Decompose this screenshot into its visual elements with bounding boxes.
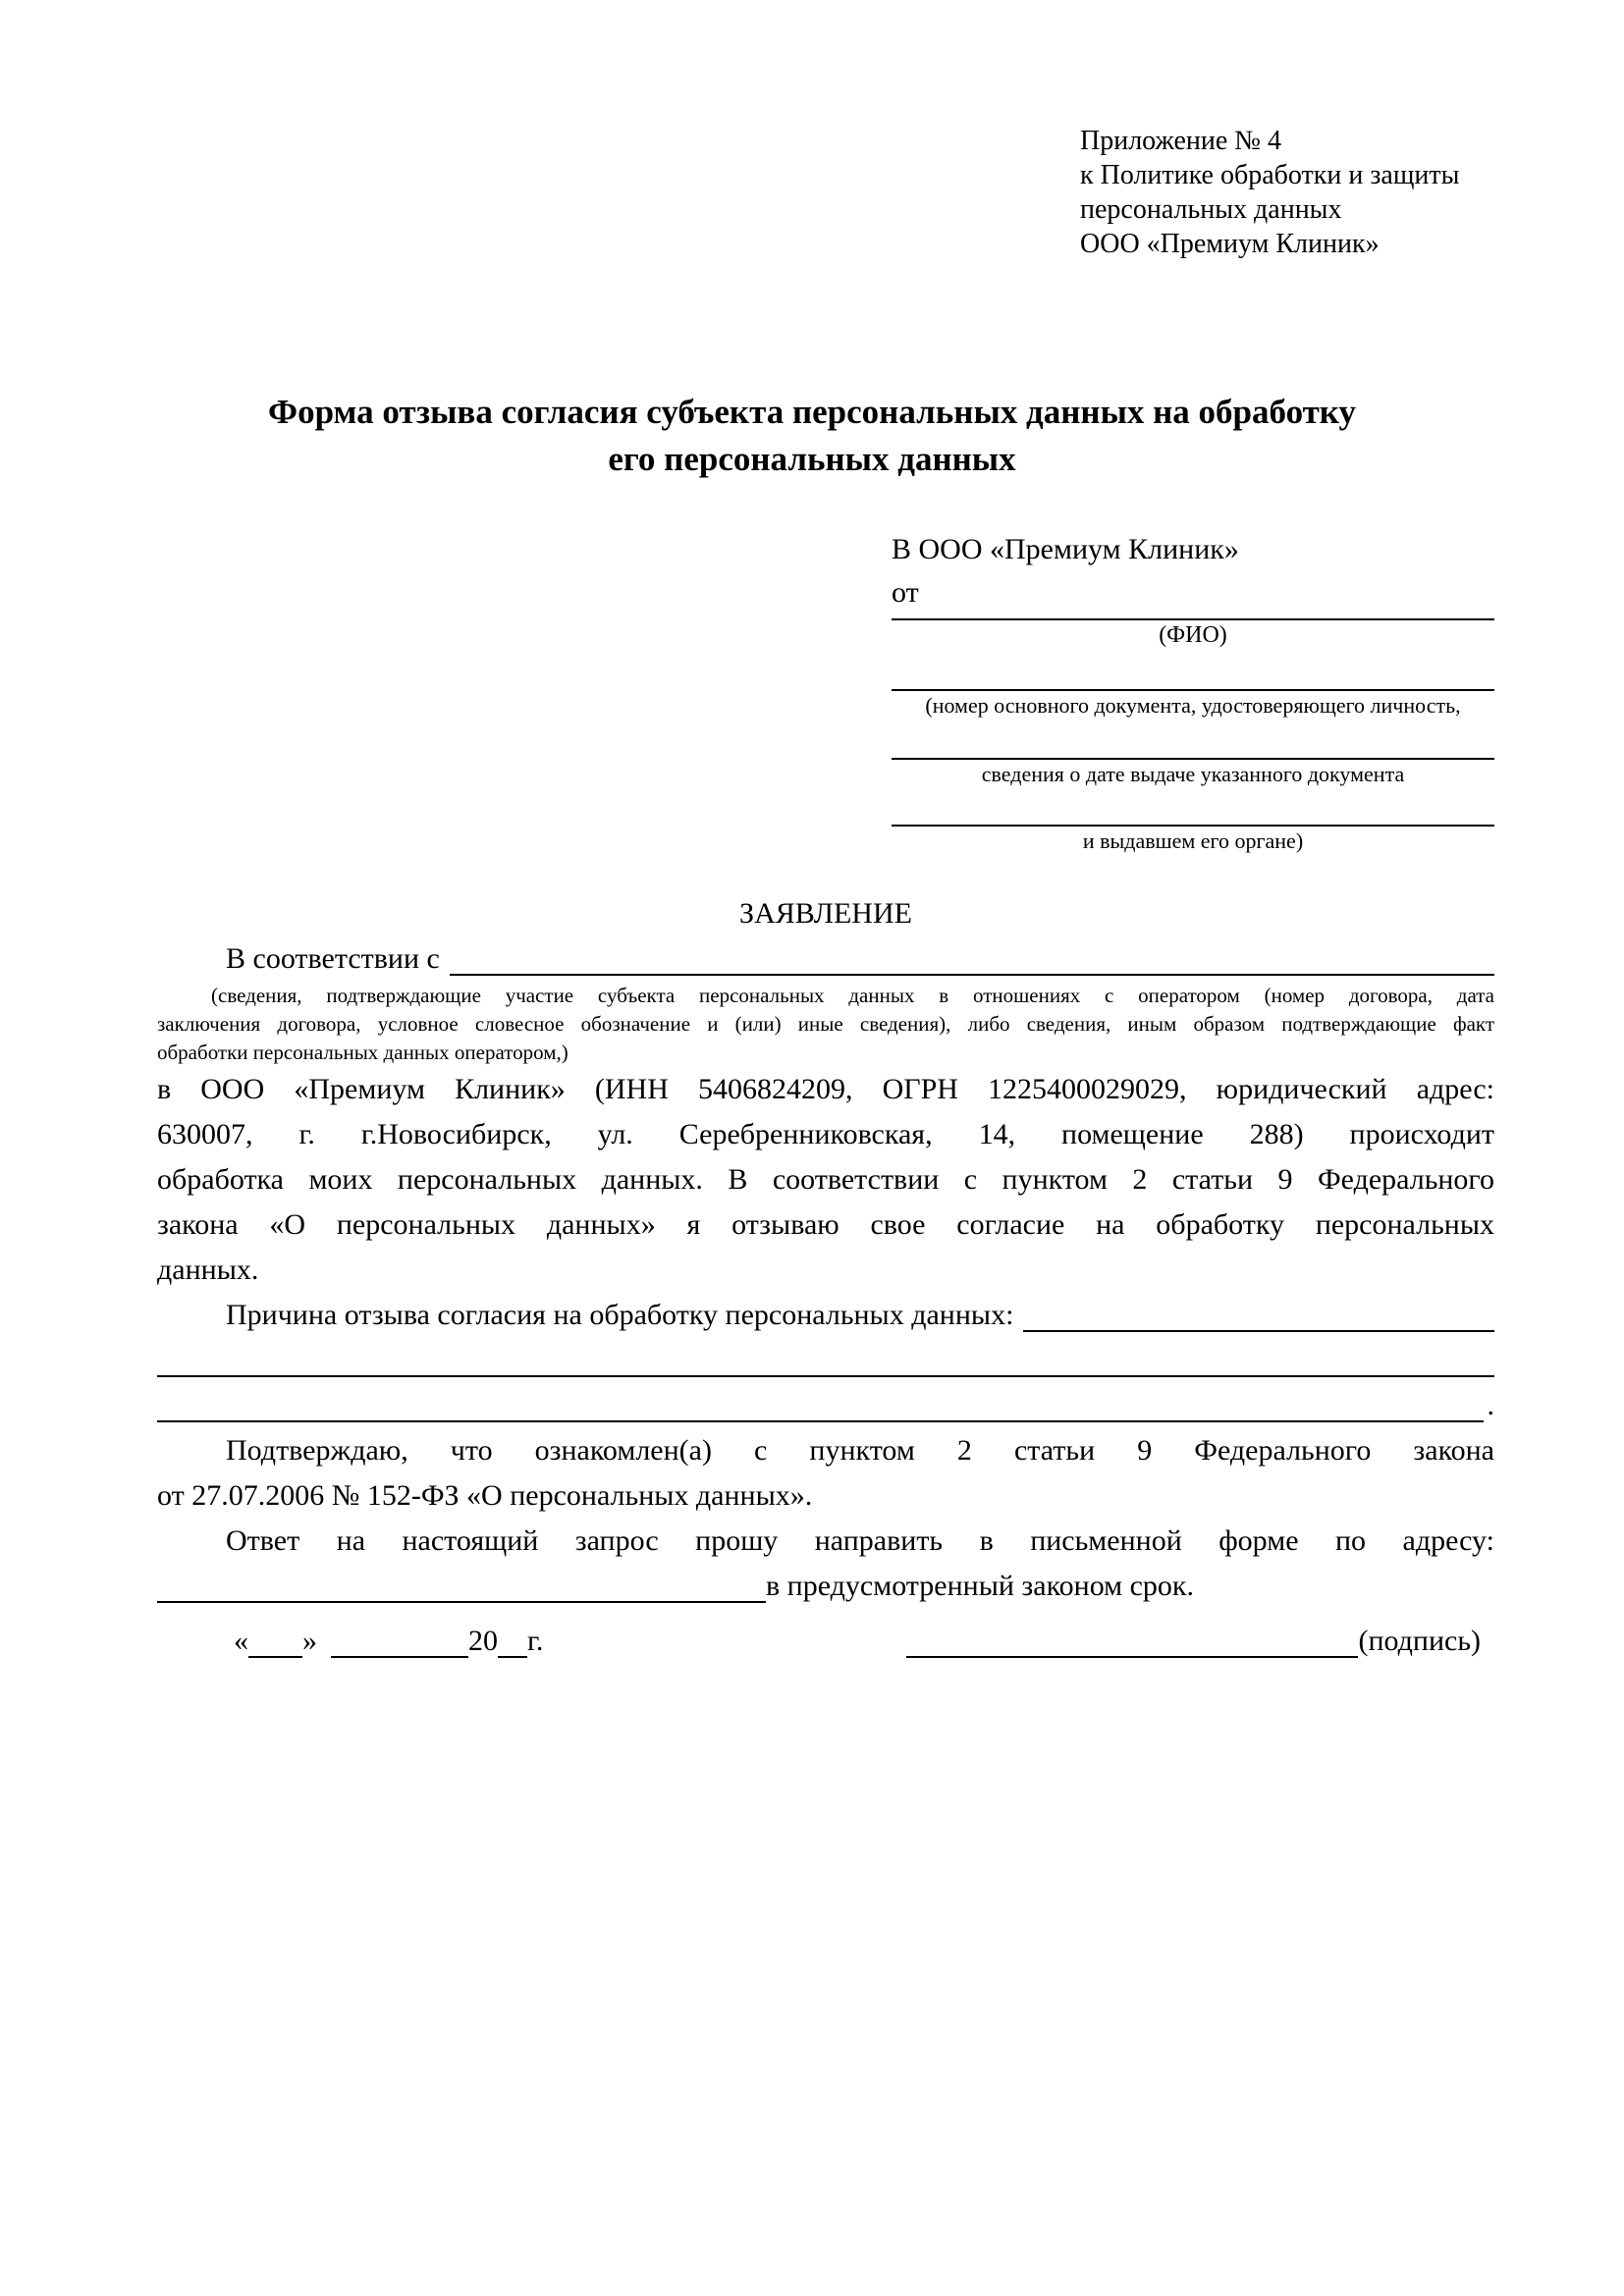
body-paragraph <box>157 1067 1494 1293</box>
body-line: в ООО «Премиум Клиник» (ИНН 5406824209, ОГРН 1225400029029, юридический адрес: <box>157 1073 1494 1105</box>
appendix-line: к Политике обработки и защиты <box>1080 160 1460 190</box>
fio-caption: (ФИО) <box>1159 622 1227 648</box>
statement-heading: ЗАЯВЛЕНИЕ <box>739 897 912 930</box>
blank-line-period: . <box>1487 1389 1494 1421</box>
extra-blank-line-1 <box>157 1338 1494 1383</box>
reply-address-line: Ответ на настоящий запрос прошу направить в письменной форме по адресу: <box>226 1524 1494 1557</box>
appendix-line: Приложение № 4 <box>1080 126 1281 156</box>
fine-print-note <box>157 982 1494 1067</box>
extra-blank-line-2 <box>157 1383 1494 1428</box>
body-line: закона «О персональных данных» я отзываю свое согласие на обработку персональных <box>157 1208 1494 1241</box>
title-line-1: Форма отзыва согласия субъекта персональных данных на обработку <box>268 393 1356 431</box>
issue-date-caption: сведения о дате выдаче указанного документа <box>981 762 1405 786</box>
fine-print-line: заключения договора, условное словесное обозначение и (или) иные сведения), либо сведения, иным образом подтверждающие факт <box>157 1012 1494 1036</box>
day-blank-line <box>248 1619 302 1658</box>
confirmation-line: от 27.07.2006 № 152-ФЗ «О персональных данных». <box>157 1479 813 1512</box>
doc-number-blank-line <box>892 650 1494 691</box>
addressee-to: В ООО «Премиум Клиник» <box>892 533 1239 565</box>
body-line: данных. <box>157 1254 259 1286</box>
appendix-note <box>1080 124 1502 261</box>
signature-caption: (подпись) <box>1358 1625 1481 1657</box>
blank-line <box>157 1338 1494 1377</box>
issuing-authority-caption: и выдавшем его органе) <box>1082 828 1304 853</box>
year-blank-line <box>498 1619 527 1658</box>
address-blank-line <box>157 1564 766 1603</box>
year-suffix: г. <box>527 1625 544 1657</box>
fine-print-line: (сведения, подтверждающие участие субъекта персональных данных в отношениях с оператором (номер договора, дата <box>211 984 1494 1007</box>
appendix-line: персональных данных <box>1080 194 1342 225</box>
quote-open: « <box>234 1625 248 1657</box>
signature-blank-line <box>906 1619 1358 1658</box>
quote-close: » <box>302 1625 317 1657</box>
reason-line <box>157 1293 1494 1338</box>
date-group <box>234 1619 543 1666</box>
appendix-line: ООО «Премиум Клиник» <box>1080 229 1380 259</box>
fine-print-line: обработки персональных данных оператором,) <box>157 1041 568 1064</box>
body-line: 630007, г. г.Новосибирск, ул. Серебренниковская, 14, помещение 288) происходит <box>157 1118 1494 1150</box>
accordance-label: В соответствии с <box>226 942 440 975</box>
accordance-line <box>157 936 1494 982</box>
year-prefix: 20 <box>468 1625 498 1657</box>
signature-group <box>906 1619 1481 1666</box>
statement-body <box>157 891 1494 1666</box>
accordance-blank-line <box>450 936 1494 976</box>
reply-deadline-label: в предусмотренный законом срок. <box>766 1570 1194 1602</box>
issuing-authority-blank-line <box>892 789 1494 827</box>
issue-date-blank-line <box>892 721 1494 760</box>
confirmation-line: Подтверждаю, что ознакомлен(а) с пунктом 2 статьи 9 Федерального закона <box>226 1434 1494 1467</box>
addressee-block <box>892 528 1494 856</box>
reason-blank-line <box>1023 1293 1494 1332</box>
confirmation-paragraph <box>157 1428 1494 1519</box>
body-line: обработка моих персональных данных. В соответствии с пунктом 2 статьи 9 Федерального <box>157 1163 1494 1196</box>
date-signature-row <box>157 1619 1494 1666</box>
doc-number-caption: (номер основного документа, удостоверяющего личность, <box>925 693 1461 718</box>
addressee-from: от <box>892 576 919 609</box>
document-title <box>0 389 1624 483</box>
blank-line <box>157 1383 1484 1422</box>
reason-label: Причина отзыва согласия на обработку персональных данных: <box>226 1299 1014 1331</box>
title-line-2: его персональных данных <box>608 440 1016 478</box>
date-gap <box>317 1619 331 1656</box>
reply-deadline-line <box>157 1564 1494 1609</box>
month-blank-line <box>331 1619 468 1658</box>
